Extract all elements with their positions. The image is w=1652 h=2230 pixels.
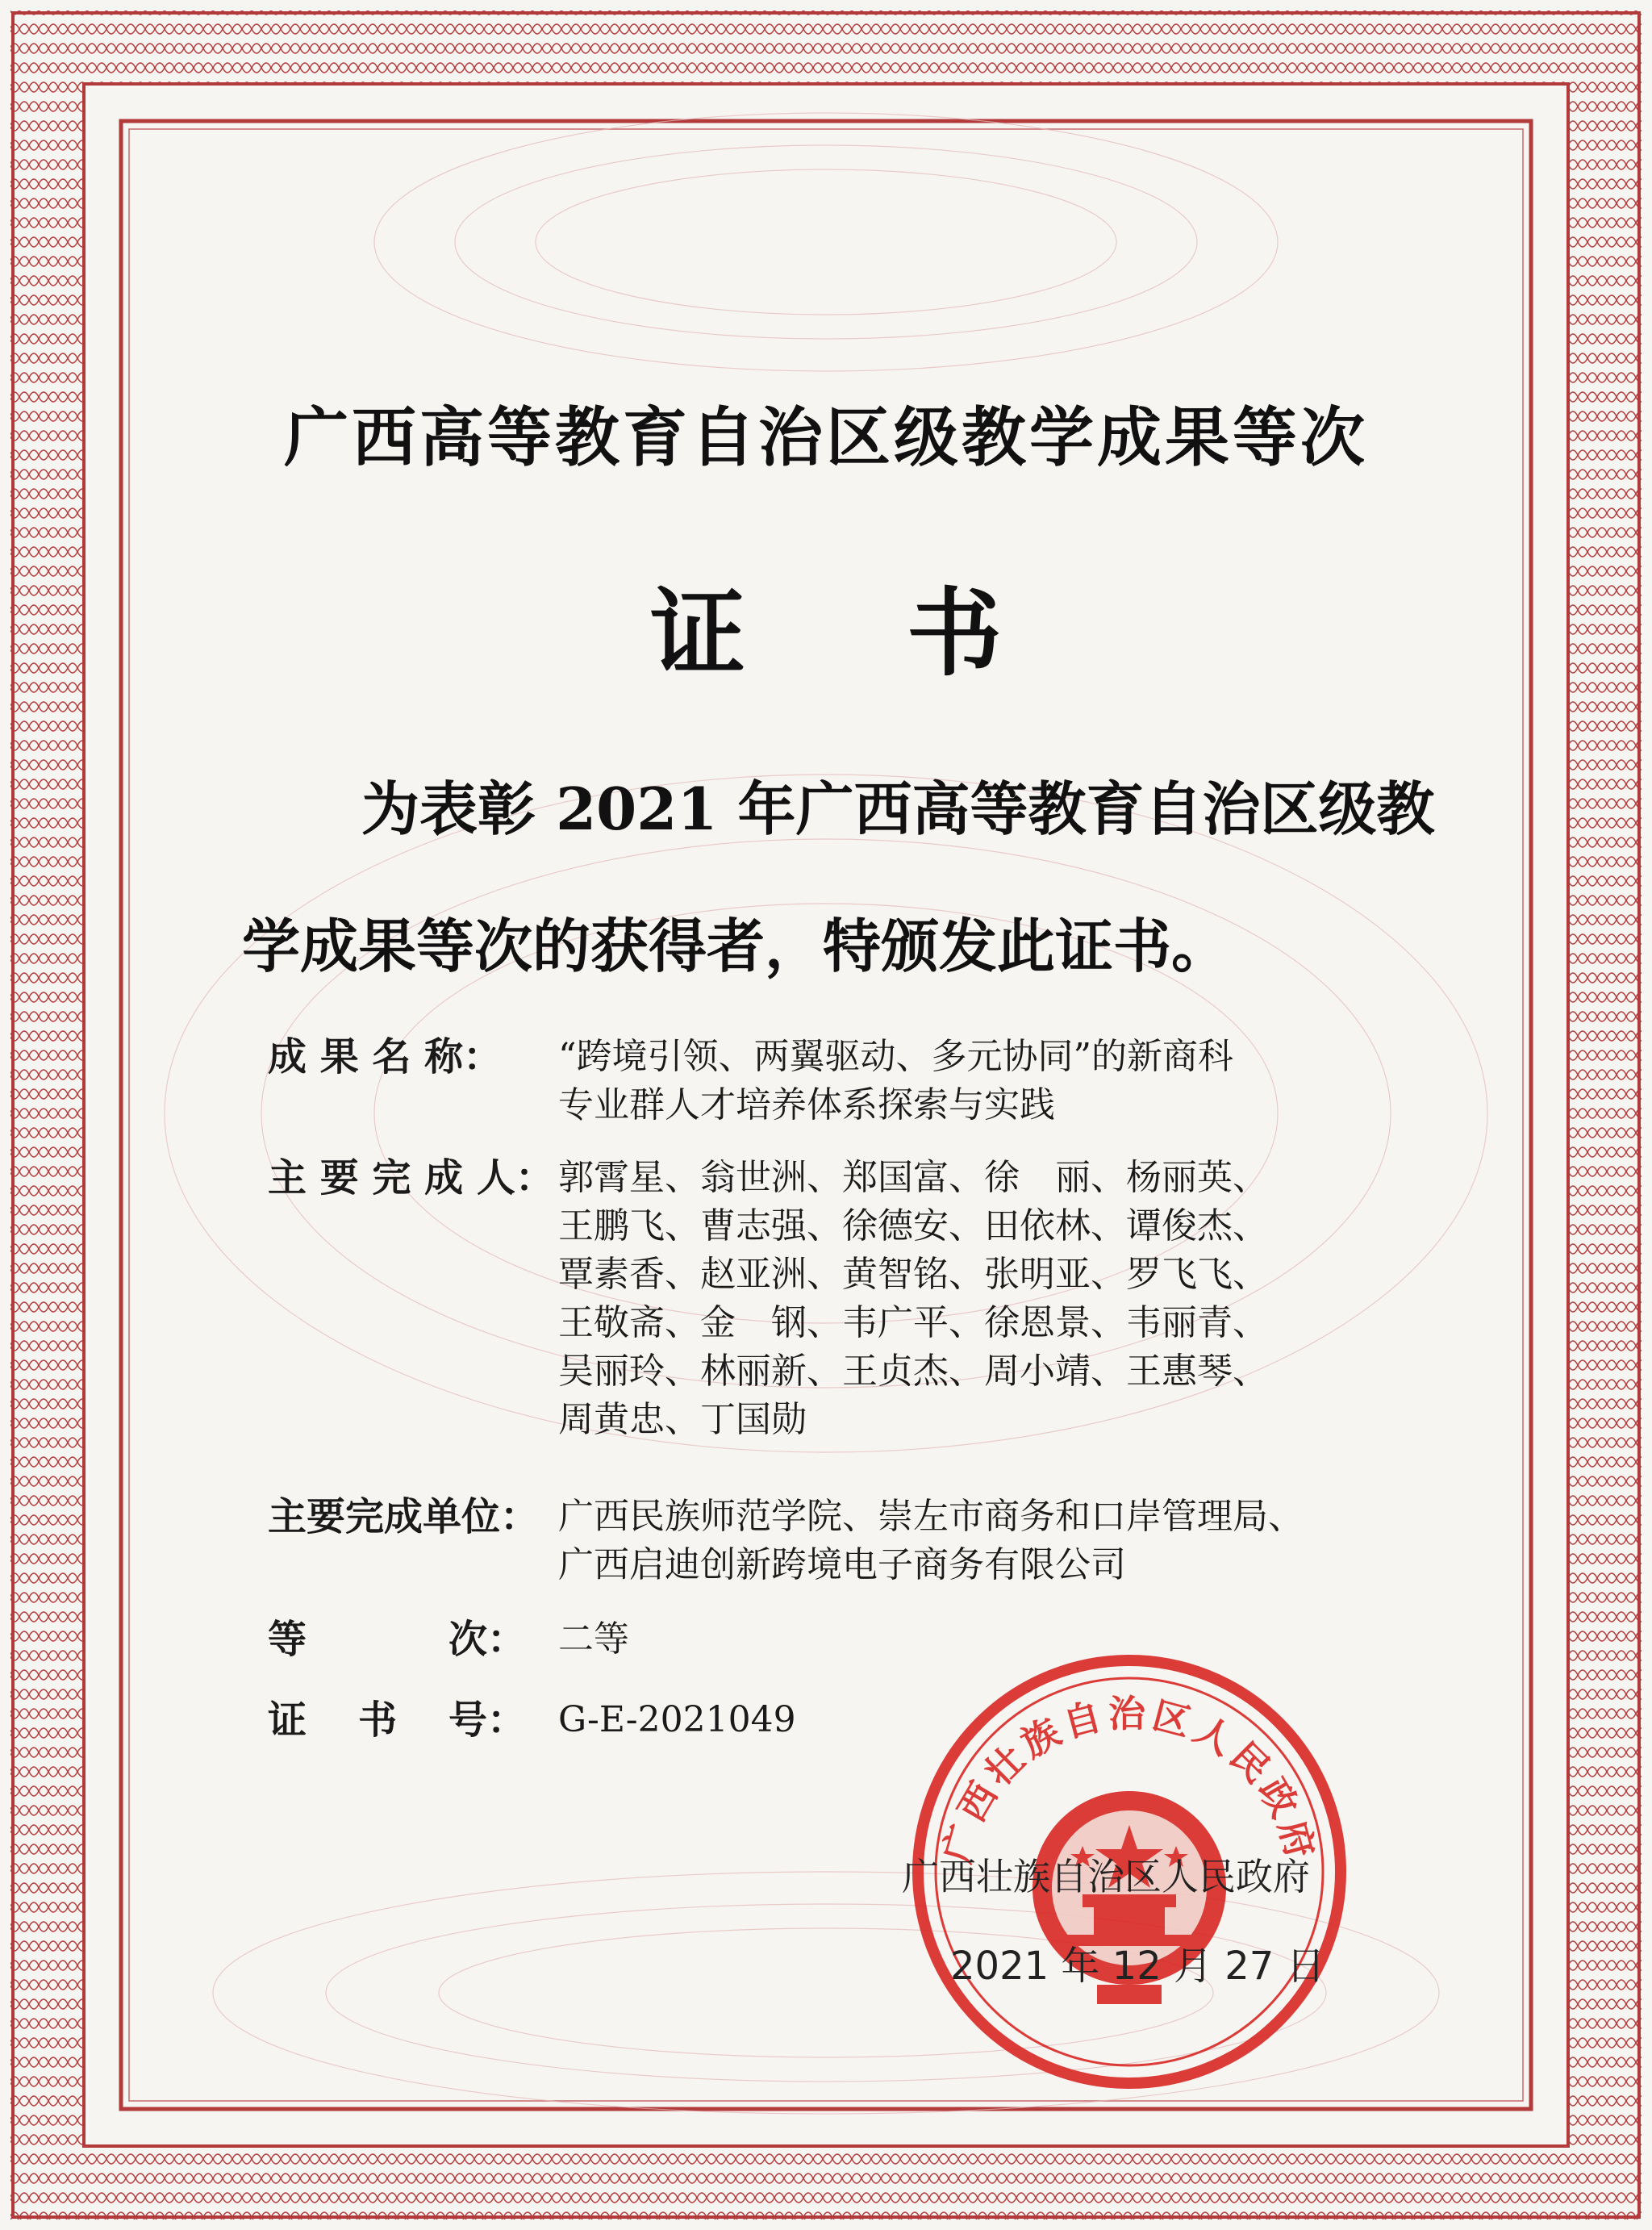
certificate-title: 广西高等教育自治区级教学成果等次 xyxy=(284,400,1368,475)
label-char: 号： xyxy=(448,1698,526,1743)
field-label xyxy=(268,1696,566,1744)
heading-char-1: 证 xyxy=(649,578,745,689)
value-line: 王鹏飞、曹志强、徐德安、田依林、谭俊杰、 xyxy=(558,1205,1268,1247)
field-label: 成 果 名 称： xyxy=(268,1034,503,1080)
issuer-name: 广西壮族自治区人民政府 xyxy=(902,1855,1310,1898)
seal-text: 广西壮族自治区人民政府 xyxy=(934,1691,1325,1868)
issue-date: 2021 年 12 月 27 日 xyxy=(950,1944,1325,1989)
field-value xyxy=(558,1154,1462,1444)
intro-line-2: 学成果等次的获得者，特颁发此证书。 xyxy=(242,912,1230,980)
value-line: 专业群人才培养体系探索与实践 xyxy=(558,1084,1055,1125)
value-line: 郭霄星、翁世洲、郑国富、徐 丽、杨丽英、 xyxy=(558,1157,1268,1198)
field-value xyxy=(558,1033,1462,1130)
field-value: G-E-2021049 xyxy=(558,1699,796,1740)
value-line: 广西启迪创新跨境电子商务有限公司 xyxy=(558,1544,1126,1585)
value-line: 周黄忠、丁国勋 xyxy=(558,1399,807,1440)
label-char: 书 xyxy=(357,1698,397,1743)
value-line: “跨境引领、两翼驱动、多元协同”的新商科 xyxy=(558,1036,1233,1077)
label-char: 证 xyxy=(268,1698,307,1743)
value-line: 覃素香、赵亚洲、黄智铭、张明亚、罗飞飞、 xyxy=(558,1254,1268,1295)
heading-char-2: 书 xyxy=(907,578,1003,689)
field-value xyxy=(558,1493,1462,1589)
field-label: 主 要 完 成 人： xyxy=(268,1155,554,1201)
value-line: 吴丽玲、林丽新、王贞杰、周小靖、王惠琴、 xyxy=(558,1351,1268,1392)
value-line: 王敬斋、金 钢、韦广平、徐恩景、韦丽青、 xyxy=(558,1302,1268,1343)
certificate-heading xyxy=(0,557,1652,694)
label-char: 等 xyxy=(268,1617,307,1662)
value-line: 广西民族师范学院、崇左市商务和口岸管理局、 xyxy=(558,1496,1304,1537)
label-char: 次： xyxy=(448,1617,526,1662)
field-label xyxy=(268,1615,566,1664)
intro-paragraph xyxy=(242,741,1436,1015)
field-value: 二等 xyxy=(558,1618,629,1660)
field-label: 主要完成单位： xyxy=(268,1494,540,1539)
intro-line-1: 为表彰 2021 年广西高等教育自治区级教 xyxy=(361,775,1435,843)
